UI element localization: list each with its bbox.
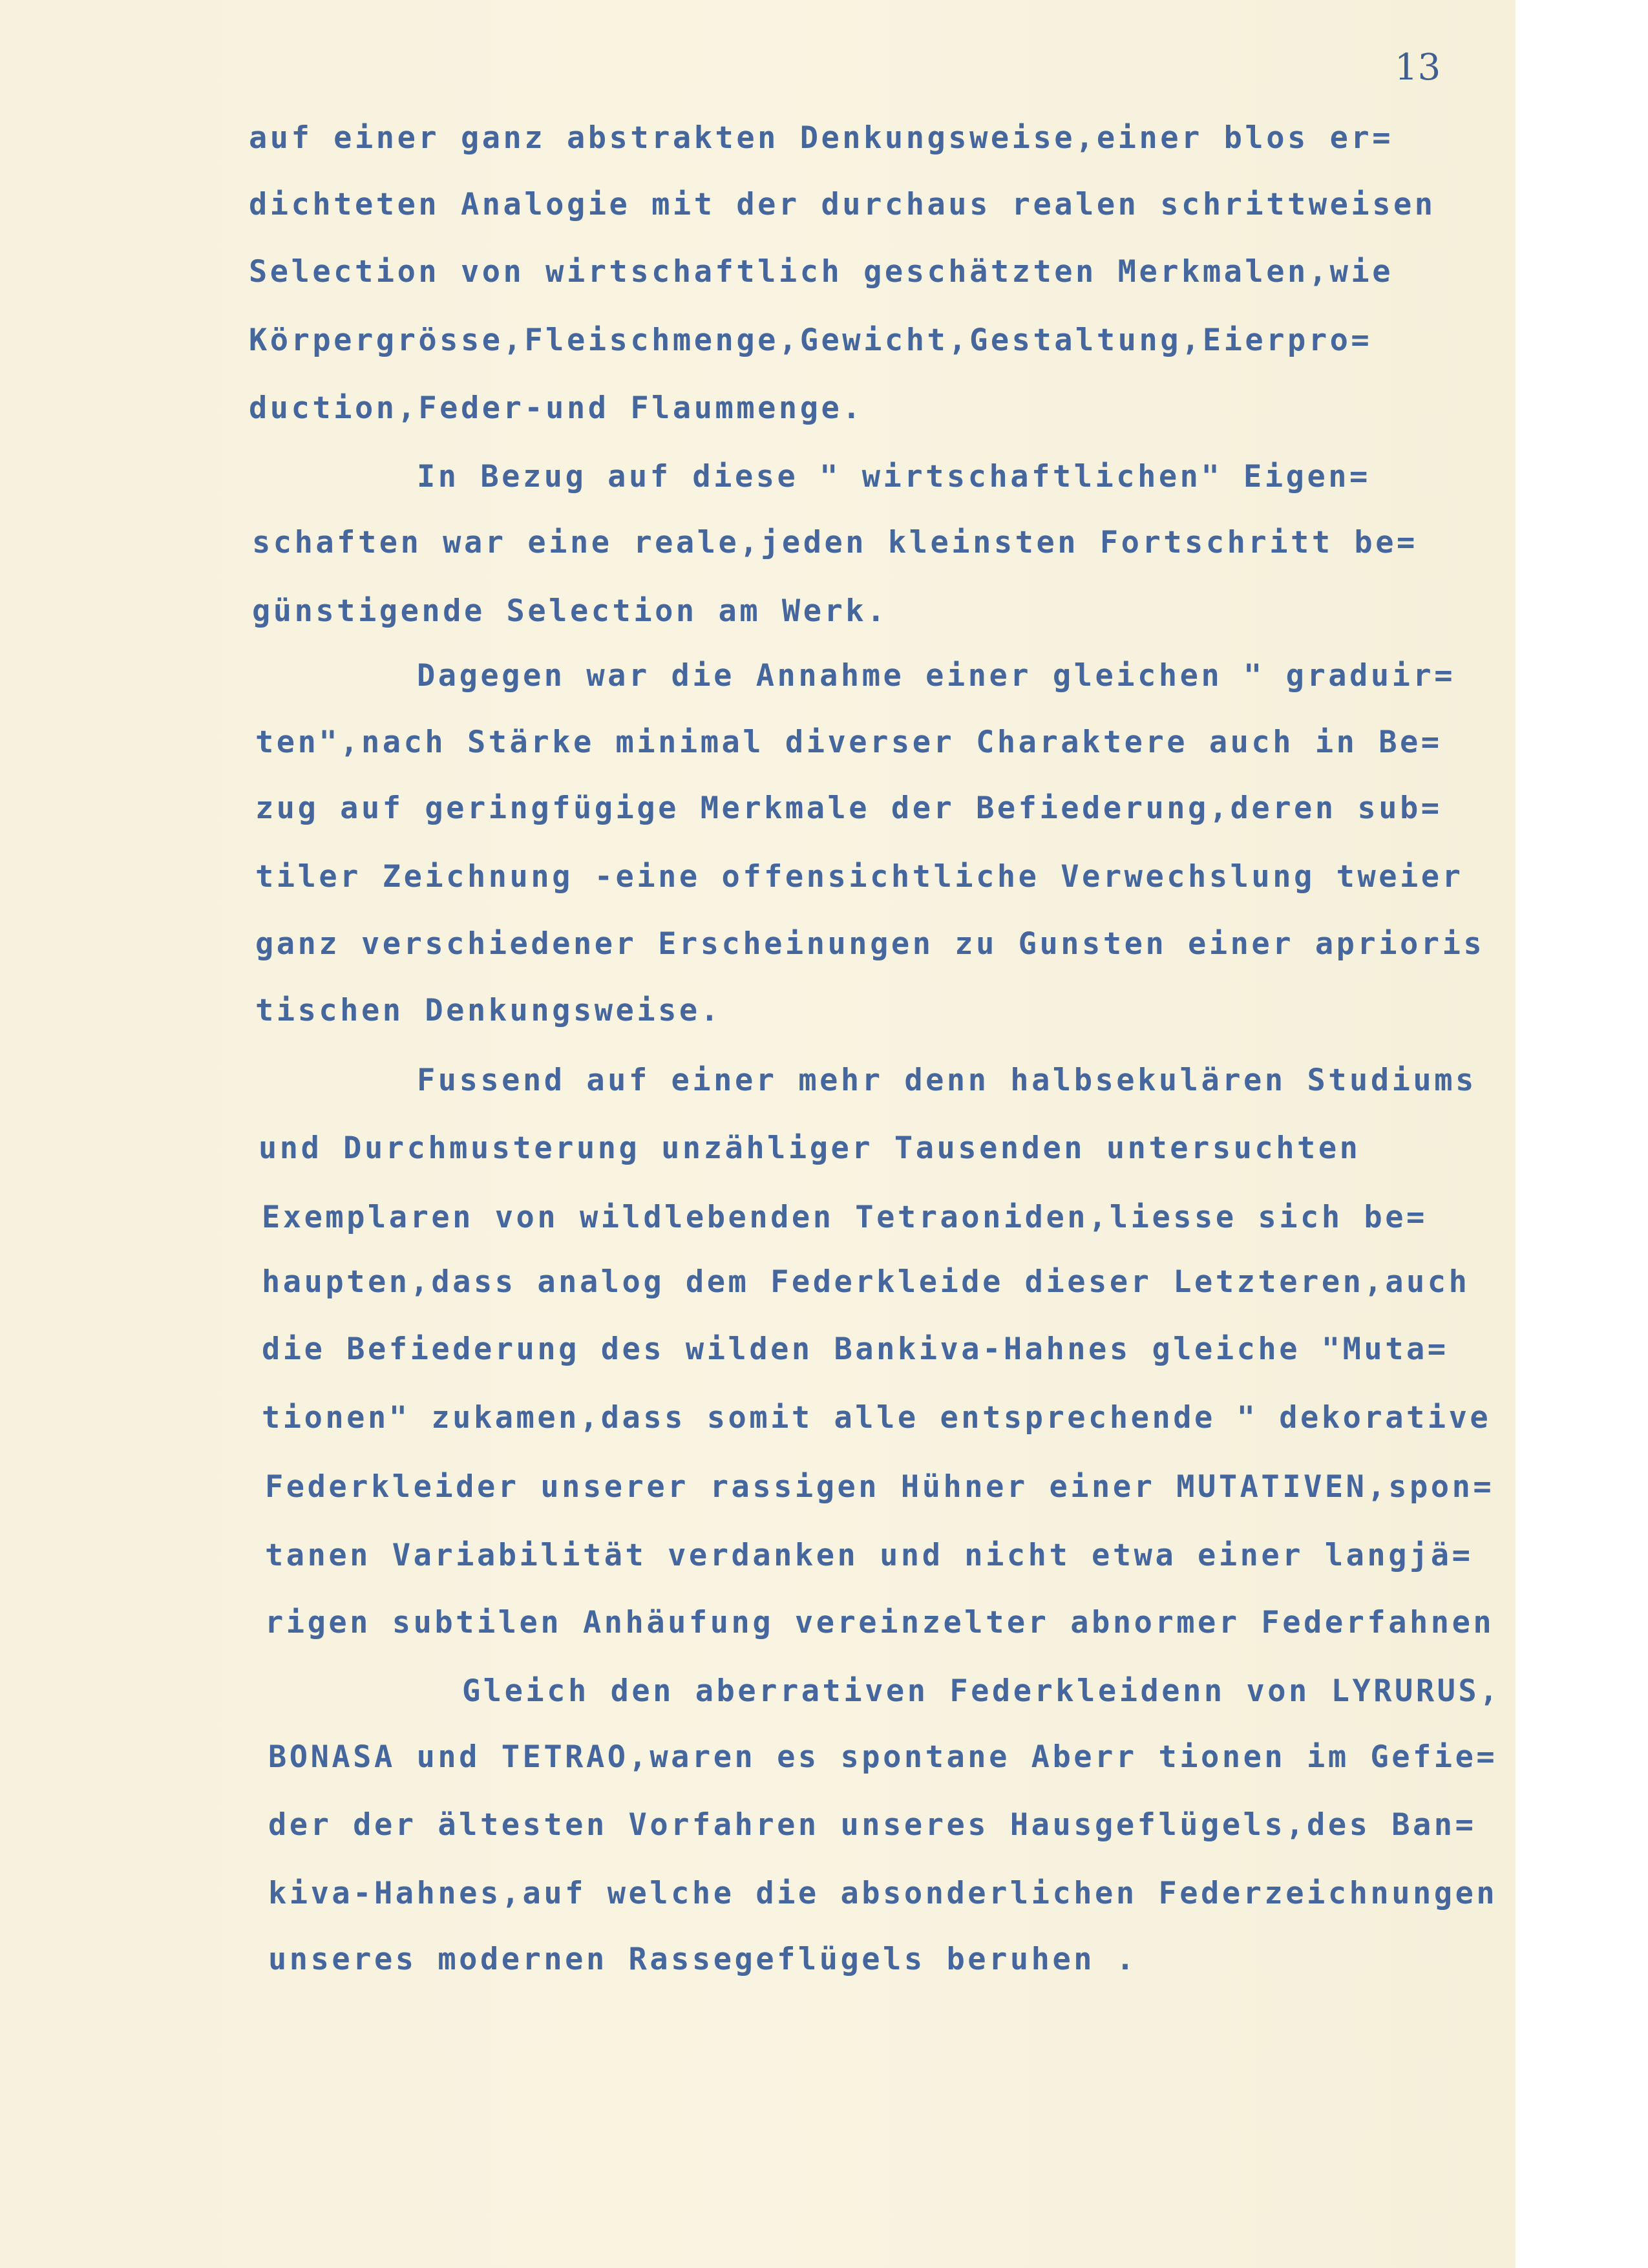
text-line-1: auf einer ganz abstrakten Denkungsweise,einer blos er= xyxy=(249,120,1394,156)
text-line-3: Selection von wirtschaftlich geschätzten Merkmalen,wie xyxy=(249,254,1394,290)
text-line-26: der der ältesten Vorfahren unseres Hausgeflügels,des Ban= xyxy=(268,1807,1477,1843)
text-line-16: und Durchmusterung unzähliger Tausenden untersuchten xyxy=(259,1130,1361,1166)
text-line-17: Exemplaren von wildlebenden Tetraoniden,liesse sich be= xyxy=(262,1200,1428,1235)
text-line-18: haupten,dass analog dem Federkleide dieser Letzteren,auch xyxy=(262,1264,1470,1300)
text-line-5: duction,Feder-und Flaummenge. xyxy=(249,390,864,426)
text-line-21: Federkleider unserer rassigen Hühner einer MUTATIVEN,spon= xyxy=(265,1469,1495,1505)
text-line-6: In Bezug auf diese " wirtschaftlichen" Eigen= xyxy=(417,459,1371,494)
text-line-7: schaften war eine reale,jeden kleinsten Fortschritt be= xyxy=(252,525,1418,560)
page-number: 13 xyxy=(1395,47,1441,89)
scan-margin xyxy=(1516,0,1648,2268)
text-line-8: günstigende Selection am Werk. xyxy=(252,593,888,629)
text-line-2: dichteten Analogie mit der durchaus realen schrittweisen xyxy=(249,187,1436,222)
text-line-14: tischen Denkungsweise. xyxy=(255,993,722,1028)
text-line-25: BONASA und TETRAO,waren es spontane Aberr tionen im Gefie= xyxy=(268,1739,1498,1775)
text-line-20: tionen" zukamen,dass somit alle entsprechende " dekorative xyxy=(262,1400,1492,1436)
text-line-4: Körpergrösse,Fleischmenge,Gewicht,Gestaltung,Eierpro= xyxy=(249,323,1373,358)
text-line-22: tanen Variabilität verdanken und nicht etwa einer langjä= xyxy=(265,1538,1474,1573)
text-line-10: ten",nach Stärke minimal diverser Charaktere auch in Be= xyxy=(255,725,1442,760)
text-line-11: zug auf geringfügige Merkmale der Befiederung,deren sub= xyxy=(255,790,1442,826)
text-line-23: rigen subtilen Anhäufung vereinzelter abnormer Federfahnen xyxy=(265,1605,1495,1640)
text-line-12: tiler Zeichnung -eine offensichtliche Verwechslung tweier xyxy=(255,859,1464,895)
text-line-28: unseres modernen Rassegeflügels beruhen . xyxy=(268,1942,1137,1977)
text-line-13: ganz verschiedener Erscheinungen zu Gunsten einer aprioris xyxy=(255,926,1485,962)
text-line-15: Fussend auf einer mehr denn halbsekulären Studiums xyxy=(417,1063,1477,1098)
text-line-24: Gleich den aberrativen Federkleidenn von LYRURUS, xyxy=(462,1673,1501,1709)
text-line-19: die Befiederung des wilden Bankiva-Hahnes gleiche "Muta= xyxy=(262,1331,1449,1367)
text-line-9: Dagegen war die Annahme einer gleichen " graduir= xyxy=(417,658,1456,694)
text-line-27: kiva-Hahnes,auf welche die absonderlichen Federzeichnungen xyxy=(268,1876,1498,1911)
